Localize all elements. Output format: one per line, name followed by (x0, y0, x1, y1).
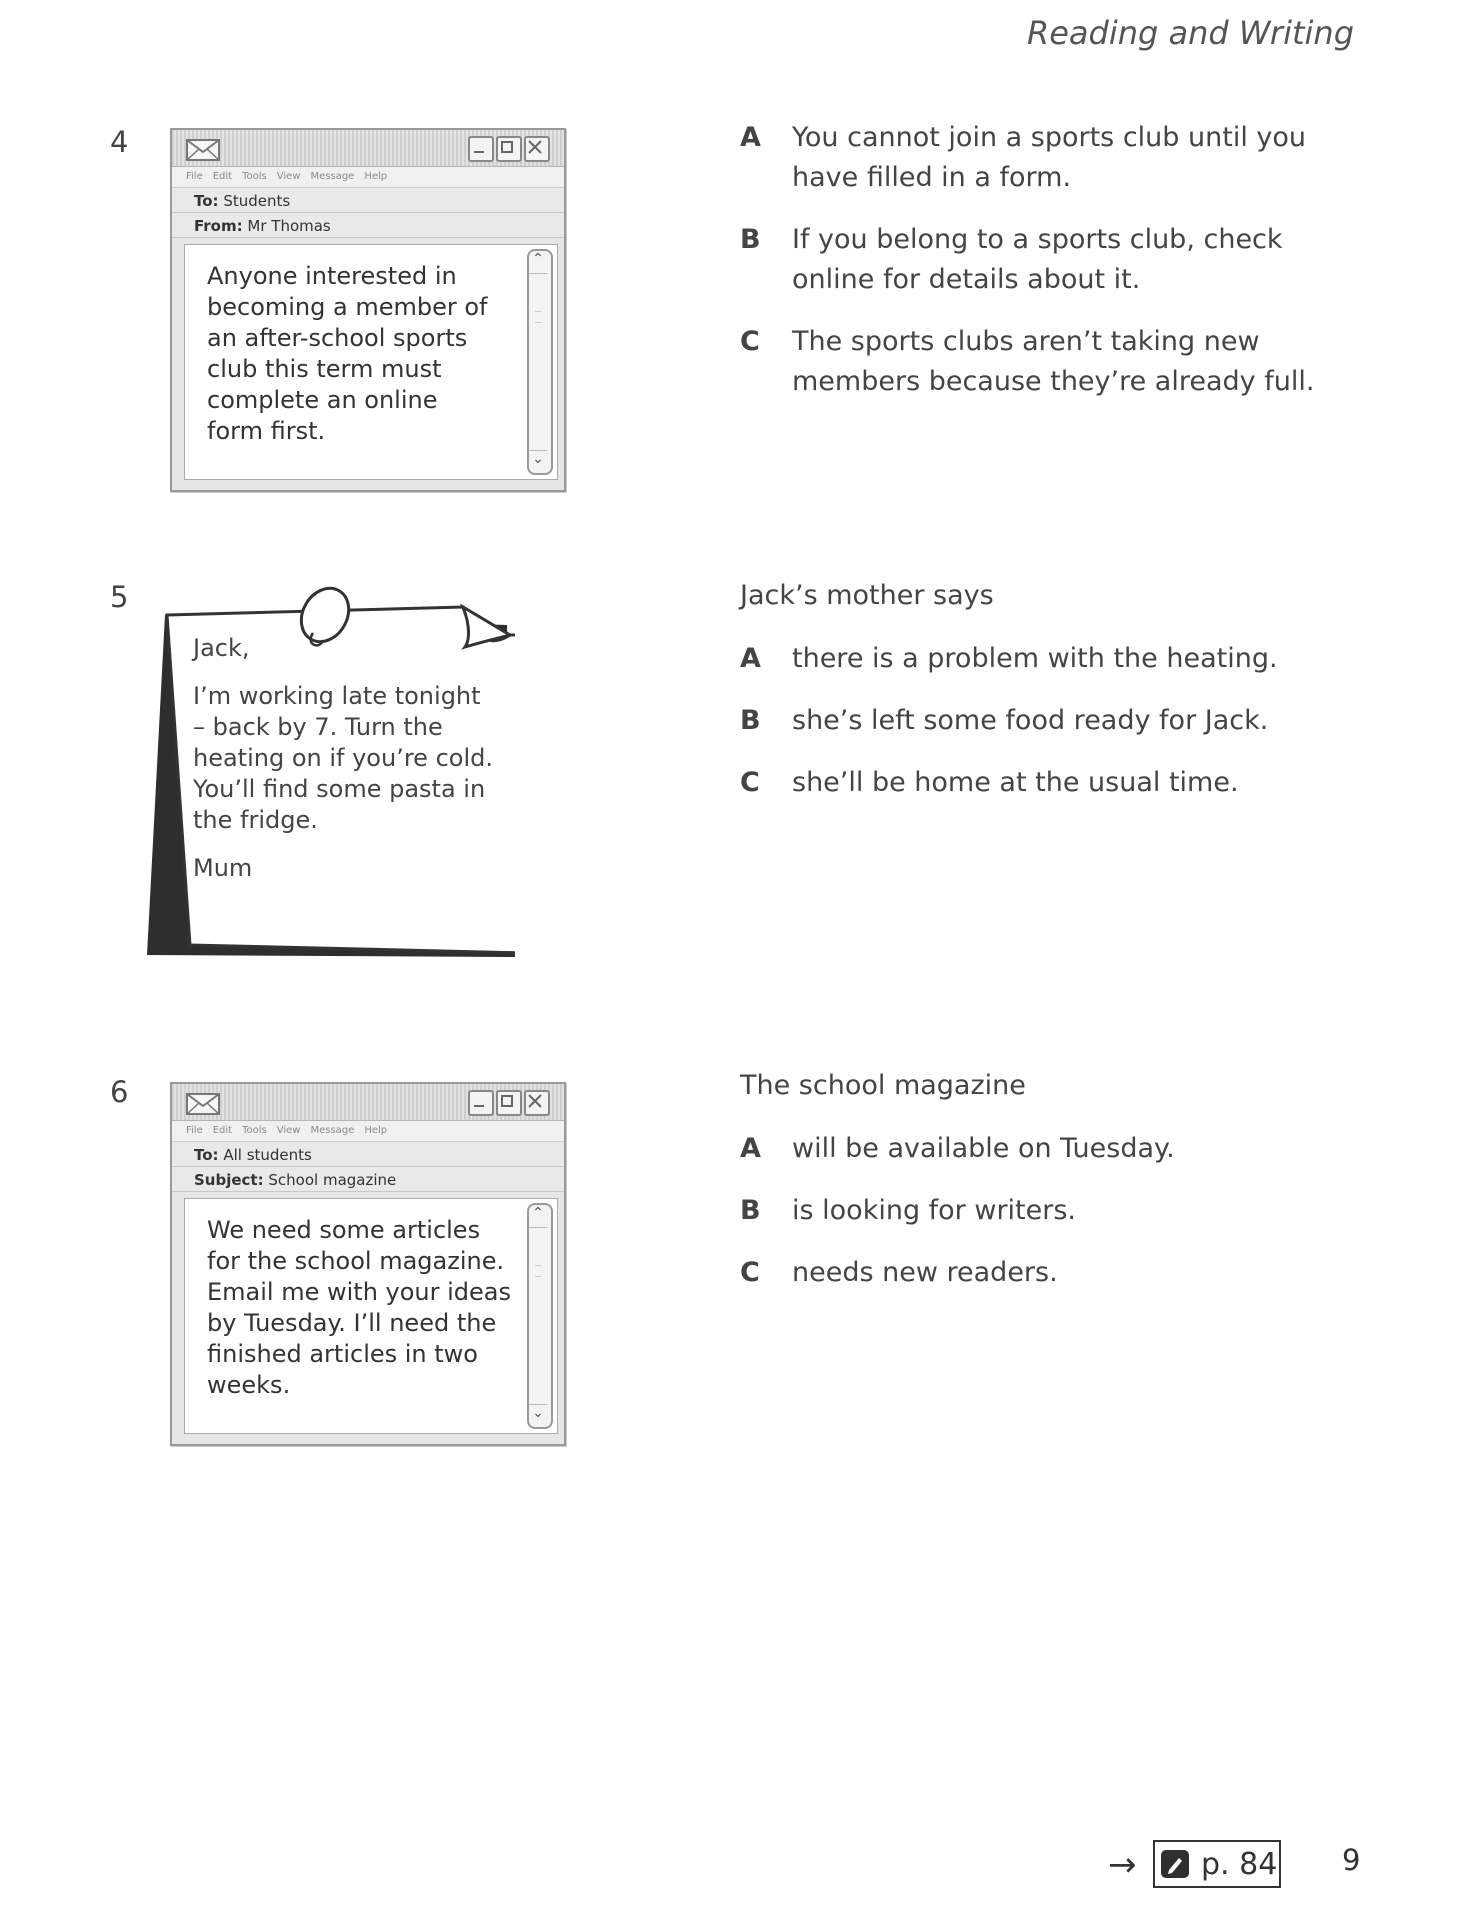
option-c[interactable]: C The sports clubs aren’t taking new members because they’re already full. (740, 326, 1315, 397)
option-a[interactable]: A You cannot join a sports club until you have filled in a form. (740, 122, 1307, 193)
pencil-icon (1161, 1850, 1189, 1878)
subject-value: School magazine (268, 1171, 397, 1189)
chevron-down-icon[interactable]: ⌄ (529, 450, 547, 473)
email-body-line: becoming a member of (207, 293, 488, 321)
email-scrollbar[interactable] (527, 1203, 553, 1429)
question-stem: The school magazine (740, 1070, 1026, 1101)
options-q4 (740, 118, 1360, 424)
menu-tools[interactable]: Tools (242, 1125, 267, 1136)
option-b[interactable]: B she’s left some food ready for Jack. (740, 705, 1269, 736)
menu-view[interactable]: View (276, 1125, 301, 1136)
menu-message[interactable]: Message (310, 171, 355, 182)
envelope-icon (186, 1093, 220, 1115)
menu-file[interactable]: File (186, 171, 203, 182)
chevron-up-icon[interactable]: ⌃ (529, 251, 547, 274)
email-body-line: an after-school sports (207, 324, 468, 352)
minimize-icon[interactable] (468, 136, 494, 162)
to-label: To: (194, 192, 219, 210)
email-body-line: finished articles in two (207, 1340, 478, 1368)
menu-help[interactable]: Help (364, 1125, 388, 1136)
note-greeting: Jack, (193, 634, 250, 662)
menu-edit[interactable]: Edit (212, 1125, 233, 1136)
from-label: From: (194, 217, 243, 235)
maximize-icon[interactable] (496, 1090, 522, 1116)
email-body-line: Email me with your ideas (207, 1278, 512, 1306)
note-body-line: the fridge. (193, 806, 318, 834)
menu-edit[interactable]: Edit (212, 171, 233, 182)
email-body-line: club this term must (207, 355, 442, 383)
email-window-q6 (170, 1082, 566, 1446)
email-subject-line (172, 1167, 564, 1192)
note-body-line: heating on if you’re cold. (193, 744, 493, 772)
email-body-line: for the school magazine. (207, 1247, 505, 1275)
email-window-q4 (170, 128, 566, 492)
note-body-line: – back by 7. Turn the (193, 713, 443, 741)
close-icon[interactable] (524, 1090, 550, 1116)
option-b[interactable]: B If you belong to a sports club, check online for details about it. (740, 224, 1283, 295)
note-body-line: You’ll find some pasta in (193, 775, 486, 803)
scroll-thumb[interactable] (535, 1265, 541, 1277)
note-signoff: Mum (193, 854, 253, 882)
chevron-down-icon[interactable]: ⌄ (529, 1404, 547, 1427)
email-body (184, 244, 558, 480)
email-body-line: weeks. (207, 1371, 291, 1399)
arrow-right-icon: → (1108, 1845, 1137, 1885)
page-reference: p. 84 (1201, 1846, 1278, 1882)
email-scrollbar[interactable] (527, 249, 553, 475)
options-q6 (740, 1070, 1360, 1315)
question-number-5: 5 (110, 580, 129, 614)
menu-tools[interactable]: Tools (242, 171, 267, 182)
email-titlebar (172, 1084, 564, 1121)
menu-help[interactable]: Help (364, 171, 388, 182)
menu-message[interactable]: Message (310, 1125, 355, 1136)
email-titlebar (172, 130, 564, 167)
menu-file[interactable]: File (186, 1125, 203, 1136)
from-value: Mr Thomas (247, 217, 331, 235)
email-to-line (172, 1142, 564, 1167)
page-header: Reading and Writing (1026, 14, 1354, 52)
option-c[interactable]: C she’ll be home at the usual time. (740, 767, 1239, 798)
email-to-line (172, 188, 564, 213)
email-menubar (172, 1121, 564, 1142)
chevron-up-icon[interactable]: ⌃ (529, 1205, 547, 1228)
email-from-line (172, 213, 564, 238)
note-q5 (145, 585, 515, 960)
close-icon[interactable] (524, 136, 550, 162)
minimize-icon[interactable] (468, 1090, 494, 1116)
email-body (184, 1198, 558, 1434)
question-number-4: 4 (110, 125, 129, 159)
email-menubar (172, 167, 564, 188)
option-a[interactable]: A there is a problem with the heating. (740, 643, 1278, 674)
email-body-line: by Tuesday. I’ll need the (207, 1309, 497, 1337)
email-body-line: We need some articles (207, 1216, 481, 1244)
option-c[interactable]: C needs new readers. (740, 1257, 1058, 1288)
question-number-6: 6 (110, 1075, 129, 1109)
note-body-line: I’m working late tonight (193, 682, 481, 710)
email-body-line: form first. (207, 417, 326, 445)
envelope-icon (186, 139, 220, 161)
page-reference-link[interactable] (1153, 1840, 1281, 1888)
maximize-icon[interactable] (496, 136, 522, 162)
option-a[interactable]: A will be available on Tuesday. (740, 1133, 1175, 1164)
subject-label: Subject: (194, 1171, 264, 1189)
option-b[interactable]: B is looking for writers. (740, 1195, 1077, 1226)
menu-view[interactable]: View (276, 171, 301, 182)
email-body-line: Anyone interested in (207, 262, 457, 290)
options-q5 (740, 580, 1360, 825)
to-label: To: (194, 1146, 219, 1164)
question-stem: Jack’s mother says (740, 580, 994, 611)
to-value: Students (223, 192, 291, 210)
to-value: All students (223, 1146, 312, 1164)
page-number: 9 (1342, 1843, 1361, 1877)
email-body-line: complete an online (207, 386, 438, 414)
scroll-thumb[interactable] (535, 311, 541, 323)
